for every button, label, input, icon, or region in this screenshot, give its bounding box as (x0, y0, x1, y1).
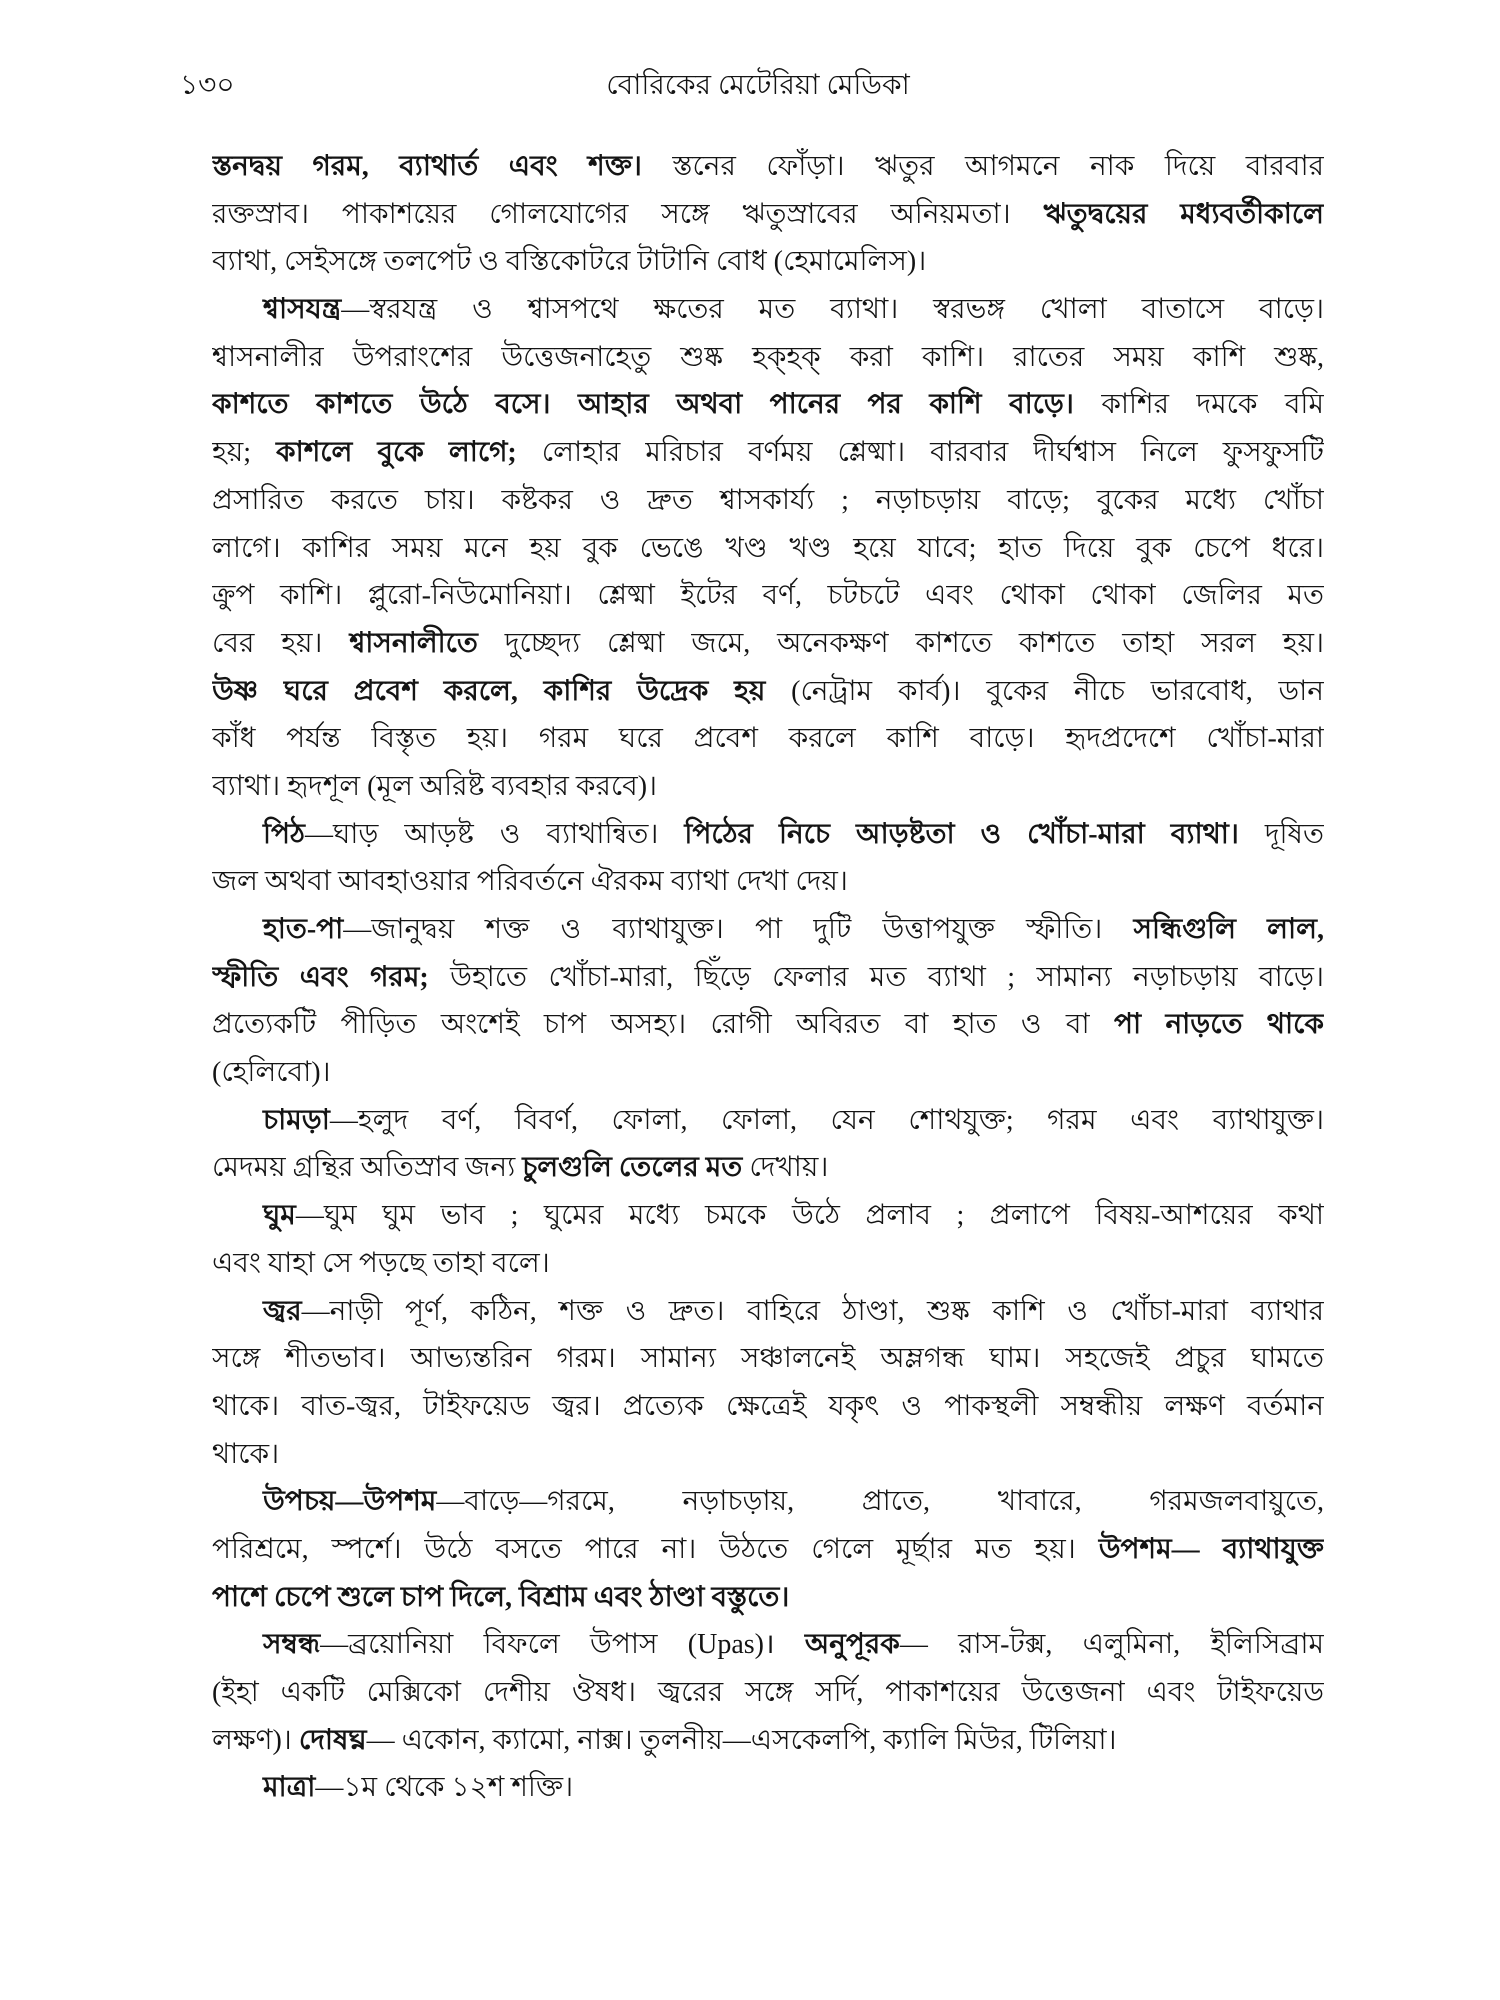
text-segment: —১ম থেকে ১২শ শক্তি। (315, 1772, 574, 1804)
text-segment: (ইহা একটি মেক্সিকো দেশীয় ঔষধ। জ্বরের সঙ্গে সর্দি, পাকাশয়ের উত্তেজনা এবং টাইফয়েড (212, 1677, 1324, 1708)
text-segment: কাঁধ পর্যন্ত বিস্তৃত হয়। গরম ঘরে প্রবেশ করলে কাশি বাড়ে। হৃদপ্রদেশে খোঁচা-মারা (212, 723, 1324, 755)
text-segment: দুচ্ছেদ্য শ্লেষ্মা জমে, অনেকক্ষণ কাশতে কাশতে তাহা সরল হয়। (477, 627, 1324, 659)
text-line (212, 1478, 1324, 1526)
running-title: বোরিকের মেটেরিয়া মেডিকা (606, 70, 910, 101)
text-segment: লাগে। কাশির সময় মনে হয় বুক ভেঙে খণ্ড খণ্ড হয়ে যাবে; হাত দিয়ে বুক চেপে ধরে। (212, 532, 1324, 564)
text-line (212, 1431, 1324, 1479)
text-segment: বের হয়। (212, 627, 350, 659)
text-line (212, 1574, 1324, 1622)
bold-text-segment: উপশম— ব্যাথাযুক্ত (1098, 1533, 1324, 1565)
bold-text-segment: ঘুম (263, 1200, 296, 1232)
text-line (212, 1192, 1324, 1240)
text-line (212, 668, 1324, 716)
bold-text-segment: কাশতে কাশতে উঠে বসে। আহার অথবা পানের পর কাশি বাড়ে। (212, 389, 1074, 421)
text-segment: কাশির দমকে বমি (1073, 389, 1324, 421)
text-line (212, 1621, 1324, 1669)
text-segment: —ঘুম ঘুম ভাব ; ঘুমের মধ্যে চমকে উঠে প্রলাব ; প্রলাপে বিষয়-আশয়ের কথা (295, 1200, 1324, 1232)
text-line (212, 143, 1324, 191)
text-segment: দূষিত (1238, 818, 1324, 850)
text-segment: প্রসারিত করতে চায়। কষ্টকর ও দ্রুত শ্বাসকার্য্য ; নড়াচড়ায় বাড়ে; বুকের মধ্যে খোঁচা (212, 484, 1324, 516)
text-segment: —স্বরযন্ত্র ও শ্বাসপথে ক্ষতের মত ব্যাথা। স্বরভঙ্গ খোলা বাতাসে বাড়ে। (341, 294, 1324, 326)
text-segment: সঙ্গে শীতভাব। আভ্যন্তরিন গরম। সামান্য সঞ্চালনেই অম্লগন্ধ ঘাম। সহজেই প্রচুর ঘামতে (212, 1343, 1324, 1375)
paragraph (212, 1764, 1324, 1812)
text-segment: — রাস-টক্স, এলুমিনা, ইলিসিব্রাম (899, 1629, 1324, 1661)
paragraph (212, 811, 1324, 906)
text-segment: লোহার মরিচার বর্ণময় শ্লেষ্মা। বারবার দীর্ঘশ্বাস নিলে ফুসফুসটি (516, 437, 1324, 469)
running-header (0, 66, 1500, 106)
bold-text-segment: স্তনদ্বয় গরম, ব্যাথার্ত এবং শক্ত। (212, 151, 642, 182)
text-line (212, 1144, 1324, 1192)
text-line (212, 1097, 1324, 1145)
text-segment: হয়; (212, 437, 276, 469)
text-segment: পরিশ্রমে, স্পর্শে। উঠে বসতে পারে না। উঠতে গেলে মূর্ছার মত হয়। (212, 1533, 1099, 1565)
bold-text-segment: শ্বাসযন্ত্র (263, 294, 342, 326)
text-segment: —ঘাড় আড়ষ্ট ও ব্যাথান্বিত। (304, 818, 685, 850)
text-segment: (নেট্রাম কার্ব)। বুকের নীচে ভারবোধ, ডান (765, 675, 1324, 707)
text-segment: ব্যাথা, সেইসঙ্গে তলপেট ও বস্তিকোটরে টাটানি বোধ (হেমামেলিস)। (212, 246, 927, 278)
text-segment: রক্তস্রাব। পাকাশয়ের গোলযোগের সঙ্গে ঋতুস্রাবের অনিয়মতা। (212, 198, 1044, 230)
bold-text-segment: সন্ধিগুলি লাল, (1133, 914, 1324, 945)
text-segment: —হলুদ বর্ণ, বিবর্ণ, ফোলা, ফোলা, যেন শোথযুক্ত; গরম এবং ব্যাথাযুক্ত। (329, 1104, 1324, 1136)
bold-text-segment: উপচয়—উপশম (263, 1486, 437, 1518)
text-line (212, 572, 1324, 620)
text-segment: এবং যাহা সে পড়ছে তাহা বলে। (212, 1247, 550, 1279)
text-segment: লক্ষণ)। (212, 1724, 299, 1756)
paragraph (212, 906, 1324, 1097)
text-segment: শ্বাসনালীর উপরাংশের উত্তেজনাহেতু শুষ্ক হক্‌হক্‌ করা কাশি। রাতের সময় কাশি শুষ্ক, (212, 341, 1324, 373)
text-line (212, 1049, 1324, 1097)
text-segment: জল অথবা আবহাওয়ার পরিবর্তনে ঐরকম ব্যাথা দেখা দেয়। (212, 866, 848, 898)
paragraph (212, 1192, 1324, 1287)
bold-text-segment: দোষঘ্ন (298, 1724, 367, 1756)
text-line (212, 286, 1324, 334)
paragraph (212, 1097, 1324, 1192)
text-line (212, 906, 1324, 954)
paragraph (212, 1288, 1324, 1479)
text-segment: —বাড়ে—গরমে, নড়াচড়ায়, প্রাতে, খাবারে, গরমজলবায়ুতে, (436, 1486, 1324, 1518)
text-line (212, 620, 1324, 668)
paragraph (212, 1621, 1324, 1764)
text-segment: প্রত্যেকটি পীড়িত অংশেই চাপ অসহ্য। রোগী অবিরত বা হাত ও বা (212, 1009, 1114, 1041)
bold-text-segment: চুলগুলি তেলের মত (522, 1152, 743, 1184)
text-segment: স্তনের ফোঁড়া। ঋতুর আগমনে নাক দিয়ে বারবার (641, 151, 1324, 182)
text-line (212, 191, 1324, 239)
bold-text-segment: হাত-পা (263, 914, 344, 945)
text-line (212, 1001, 1324, 1049)
bold-text-segment: সম্বন্ধ (263, 1629, 321, 1661)
body-text (212, 143, 1324, 1812)
bold-text-segment: পাশে চেপে শুলে চাপ দিলে, বিশ্রাম এবং ঠাণ্ডা বস্তুতে। (212, 1581, 790, 1613)
text-line (212, 1240, 1324, 1288)
page-number: ১৩০ (180, 70, 235, 101)
bold-text-segment: উষ্ণ ঘরে প্রবেশ করলে, কাশির উদ্রেক হয় (212, 675, 766, 707)
text-segment: উহাতে খোঁচা-মারা, ছিঁড়ে ফেলার মত ব্যাথা ; সামান্য নড়াচড়ায় বাড়ে। (428, 961, 1324, 993)
bold-text-segment: পিঠের নিচে আড়ষ্টতা ও খোঁচা-মারা ব্যাথা। (684, 818, 1239, 850)
text-segment: মেদময় গ্রন্থির অতিস্রাব জন্য (212, 1152, 523, 1184)
text-segment: — একোন, ক্যামো, নাক্স। তুলনীয়—এসকেলপি, ক্যালি মিউর, টিলিয়া। (366, 1724, 1117, 1756)
text-segment: —জানুদ্বয় শক্ত ও ব্যাথাযুক্ত। পা দুটি উত্তাপযুক্ত স্ফীতি। (343, 914, 1134, 945)
bold-text-segment: কাশলে বুকে লাগে; (276, 437, 517, 469)
text-segment: —নাড়ী পূর্ণ, কঠিন, শক্ত ও দ্রুত। বাহিরে ঠাণ্ডা, শুষ্ক কাশি ও খোঁচা-মারা ব্যাথার (301, 1295, 1324, 1327)
text-line (212, 1335, 1324, 1383)
paragraph (212, 143, 1324, 286)
text-segment: ব্যাথা। হৃদশূল (মূল অরিষ্ট ব্যবহার করবে)। (212, 770, 658, 802)
text-line (212, 238, 1324, 286)
text-line (212, 1288, 1324, 1336)
text-line (212, 334, 1324, 382)
bold-text-segment: অনুপূরক (804, 1629, 900, 1661)
text-line (212, 1764, 1324, 1812)
text-line (212, 1383, 1324, 1431)
text-line (212, 381, 1324, 429)
paragraph (212, 1478, 1324, 1621)
bold-text-segment: স্ফীতি এবং গরম; (212, 961, 429, 993)
text-line (212, 1526, 1324, 1574)
text-segment: থাকে। (212, 1438, 280, 1470)
bold-text-segment: চামড়া (263, 1104, 330, 1136)
text-segment: থাকে। বাত-জ্বর, টাইফয়েড জ্বর। প্রত্যেক ক্ষেত্রেই যকৃৎ ও পাকস্থলী সম্বন্ধীয় লক্ষণ বর্তমান (212, 1390, 1324, 1422)
text-line (212, 715, 1324, 763)
text-line (212, 763, 1324, 811)
bold-text-segment: ঋতুদ্বয়ের মধ্যবর্তীকালে (1043, 198, 1324, 230)
text-line (212, 954, 1324, 1002)
bold-text-segment: শ্বাসনালীতে (349, 627, 478, 659)
text-segment: (হেলিবো)। (212, 1057, 331, 1089)
text-line (212, 477, 1324, 525)
text-segment: দেখায়। (742, 1152, 829, 1184)
bold-text-segment: মাত্রা (263, 1772, 316, 1804)
text-line (212, 525, 1324, 573)
bold-text-segment: পিঠ (263, 818, 305, 850)
text-line (212, 1717, 1324, 1765)
paragraph (212, 286, 1324, 811)
bold-text-segment: পা নাড়তে থাকে (1113, 1009, 1324, 1041)
text-segment: ক্রুপ কাশি। প্লুরো-নিউমোনিয়া। শ্লেষ্মা ইটের বর্ণ, চটচটে এবং থোকা থোকা জেলির মত (212, 580, 1324, 612)
text-segment: —ব্রয়োনিয়া বিফলে উপাস (Upas)। (320, 1629, 805, 1661)
text-line (212, 858, 1324, 906)
text-line (212, 811, 1324, 859)
text-line (212, 1669, 1324, 1717)
text-line (212, 429, 1324, 477)
bold-text-segment: জ্বর (263, 1295, 302, 1327)
